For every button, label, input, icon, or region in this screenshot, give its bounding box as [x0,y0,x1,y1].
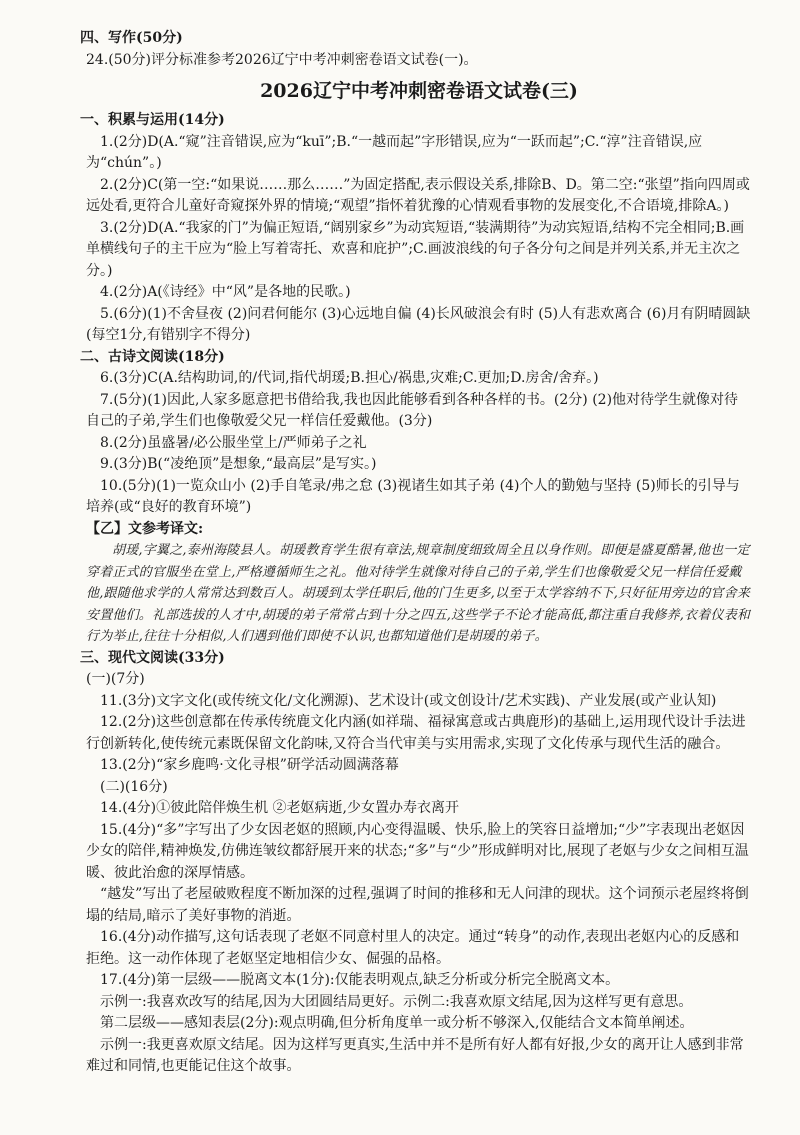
section-3-heading: 三、现代文阅读(33分) [80,649,225,666]
answer-q9: 9.(3分)B(“凌绝顶”是想象,“最高层”是写实。) [100,456,377,472]
section-1-heading: 一、积累与运用(14分) [80,112,225,128]
answer-q12: 12.(2分)这些创意都在传承传统鹿文化内涵(如祥瑞、福禄寓意或古典鹿形)的基础上,运用现代设计手法进行创新转化,使传统元素既保留文化韵味,又符合当代审美与实用需求,实现了文化传承与现代生活的融合。 [86,714,746,752]
subsection-2-heading: (二)(16分) [100,778,168,795]
translation-heading: 【乙】文参考译文: [86,520,204,537]
answer-q6: 6.(3分)C(A.结构助词,的/代词,指代胡瑗;B.担心/祸患,灾难;C.更加;D.房舍/舍弃。) [100,370,599,386]
answer-q15: 15.(4分)“多”字写出了少女因老妪的照顾,内心变得温暖、快乐,脸上的笑容日益增加;“少”字表现出老妪因少女的陪伴,精神焕发,仿佛连皱纹都舒展开来的状态;“多”与“少”形成鲜明对比,展现了老妪与少女之间相互温暖、彼此治愈的深厚情感。 [86,821,749,881]
subsection-1-heading: (一)(7分) [86,671,145,687]
section-2-heading: 二、古诗文阅读(18分) [80,348,225,365]
answer-q10: 10.(5分)(1)一览众山小 (2)手自笔录/弗之怠 (3)视诸生如其子弟 (4)个人的勤勉与坚持 (5)师长的引导与培养(或“良好的教育环境”) [86,477,740,515]
answer-q11: 11.(3分)文字文化(或传统文化/文化溯源)、艺术设计(或文创设计/艺术实践)、产业发展(或产业认知) [100,692,717,709]
translation-text: 胡瑗,字翼之,泰州海陵县人。胡瑗教育学生很有章法,规章制度细致周全且以身作则。即便是盛夏酷暑,他也一定穿着正式的官服坐在堂上,严格遵循师生之礼。他对待学生就像对待自己的子弟,学生们也像敬爱父兄一样信任爱戴他,跟随他求学的人常常达到数百人。胡瑗到太学任职后,他的门生更多,以至于太学容纳不下,只好征用旁边的官舍来安置他们。礼部选拔的人才中,胡瑗的弟子常常占到十分之四五,这些学子不论才能高低,都注重自我修养,衣着仪表和行为举止,往往十分相似,人们遇到他们即使不认识,也都知道他们是胡瑗的弟子。 [86,543,751,644]
answer-q3: 3.(2分)D(A.“我家的门”为偏正短语,“阔别家乡”为动宾短语,“装满期待”为动宾短语,结构不完全相同;B.画单横线句子的主干应为“脸上写着寄托、欢喜和庇护”;C.画波浪线的句子各分句之间是并列关系,并无主次之分。) [86,219,745,279]
answer-q1: 1.(2分)D(A.“窥”注音错误,应为“kuī”;B.“一越而起”字形错误,应为“一跃而起”;C.“淳”注音错误,应为“chún”。) [86,133,703,171]
answer-q5: 5.(6分)(1)不舍昼夜 (2)问君何能尔 (3)心远地自偏 (4)长风破浪会有时 (5)人有悲欢离合 (6)月有阴晴圆缺(每空1分,有错别字不得分) [86,305,751,343]
answer-q7: 7.(5分)(1)因此,人家多愿意把书借给我,我也因此能够看到各种各样的书。(2分) (2)他对待学生就像对待自己的子弟,学生们也像敬爱父兄一样信任爱戴他。(3分) [86,391,739,429]
answer-q15-continued: “越发”写出了老屋破败程度不断加深的过程,强调了时间的推移和无人问津的现状。这个词预示老屋终将倒塌的结局,暗示了美好事物的消逝。 [86,886,749,924]
answer-q8: 8.(2分)虽盛暑/必公服坐堂上/严师弟子之礼 [100,434,367,451]
answer-q16: 16.(4分)动作描写,这句话表现了老妪不同意村里人的决定。通过“转身”的动作,表现出老妪内心的反感和拒绝。这一动作体现了老妪坚定地相信少女、倔强的品格。 [86,929,740,967]
answer-q17-example-1: 示例一:我喜欢改写的结尾,因为大团圆结局更好。示例二:我喜欢原文结尾,因为这样写更有意思。 [100,993,693,1010]
section-writing-heading: 四、写作(50分) [80,30,183,46]
answer-q17-example-2: 示例一:我更喜欢原文结尾。因为这样写更真实,生活中并不是所有好人都有好报,少女的离开让人感到非常难过和同情,也更能记住这个故事。 [86,1036,744,1074]
answer-q14: 14.(4分)①彼此陪伴焕生机 ②老妪病逝,少女置办寿衣离开 [100,800,459,816]
answer-q17-level-2: 第二层级——感知表层(2分):观点明确,但分析角度单一或分析不够深入,仅能结合文本简单阐述。 [100,1015,694,1031]
answer-q17: 17.(4分)第一层级——脱离文本(1分):仅能表明观点,缺乏分析或分析完全脱离文本。 [100,972,620,988]
page-title: 2026辽宁中考冲刺密卷语文试卷(三) [260,80,578,102]
answer-q2: 2.(2分)C(第一空:“如果说……那么……”为固定搭配,表示假设关系,排除B、D。第二空:“张望”指向四周或远处看,更符合儿童好奇窥探外界的情境;“观望”指怀着犹豫的心情观看事物的发展变化,不合语境,排除A。) [86,176,750,214]
answer-q13: 13.(2分)“家乡鹿鸣·文化寻根”研学活动圆满落幕 [100,757,399,773]
answer-q24: 24.(50分)评分标准参考2026辽宁中考冲刺密卷语文试卷(一)。 [86,51,478,68]
answer-q4: 4.(2分)A(《诗经》中“风”是各地的民歌。) [100,284,351,300]
